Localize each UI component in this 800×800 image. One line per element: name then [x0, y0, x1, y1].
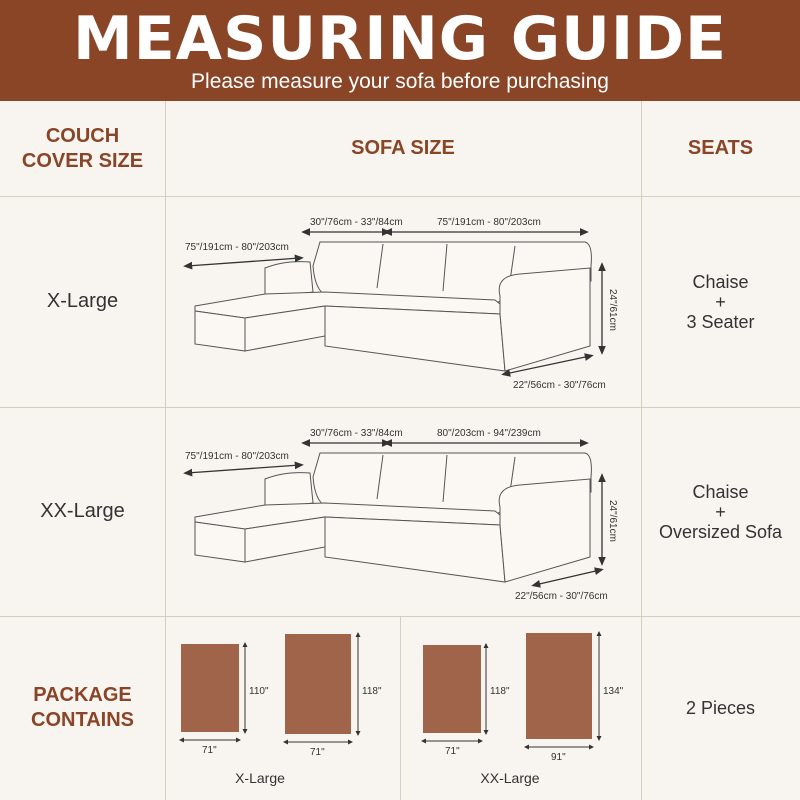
- dim-label-back-left: 30"/76cm - 33"/84cm: [310, 428, 403, 439]
- package-diagram: [165, 616, 641, 800]
- dim-label-chaise: 75"/191cm - 80"/203cm: [185, 242, 289, 253]
- size-label-x-large: X-Large: [46, 290, 119, 312]
- piece-width-label: 91": [551, 752, 566, 763]
- piece-swatch: [285, 634, 351, 734]
- header-seats: SEATS: [687, 137, 754, 159]
- seats-xx-large: Chaise + Oversized Sofa: [658, 481, 783, 542]
- size-label-xx-large: XX-Large: [40, 500, 125, 522]
- dim-arrow-depth: [535, 570, 600, 585]
- piece-height-label: 118": [490, 686, 510, 697]
- dim-arrow-chaise: [187, 465, 300, 473]
- group-label-x-large: X-Large: [235, 770, 285, 786]
- page-title: MEASURING GUIDE: [72, 4, 728, 74]
- dim-label-chaise: 75"/191cm - 80"/203cm: [185, 451, 289, 462]
- dim-label-height: 24"/61cm: [607, 289, 618, 331]
- piece-swatch: [181, 644, 239, 732]
- piece-width-label: 71": [445, 746, 460, 757]
- piece-width-label: 71": [310, 747, 325, 758]
- dim-label-back-right: 80"/203cm - 94"/239cm: [437, 428, 541, 439]
- header-banner: [0, 0, 800, 101]
- piece-height-label: 134": [603, 686, 624, 697]
- piece-height-label: 110": [249, 686, 269, 697]
- piece-height-label: 118": [362, 686, 382, 697]
- dim-label-height: 24"/61cm: [607, 500, 618, 542]
- header-cover-size: COUCH COVER SIZE: [21, 124, 144, 172]
- sofa-outline: [195, 453, 591, 582]
- piece-width-label: 71": [202, 745, 217, 756]
- seats-x-large: Chaise + 3 Seater: [686, 271, 755, 332]
- sofa-diagram-x-large: [165, 196, 641, 407]
- sofa-diagram-xx-large: [165, 407, 641, 616]
- piece-swatch: [526, 633, 592, 739]
- dim-label-depth: 22"/56cm - 30"/76cm: [515, 591, 608, 602]
- dim-label-back-right: 75"/191cm - 80"/203cm: [437, 217, 541, 228]
- dim-label-depth: 22"/56cm - 30"/76cm: [513, 380, 606, 391]
- page-subtitle: Please measure your sofa before purchasing: [191, 70, 609, 93]
- header-sofa-size: SOFA SIZE: [351, 137, 455, 159]
- package-label: PACKAGE CONTAINS: [31, 684, 134, 731]
- dim-label-back-left: 30"/76cm - 33"/84cm: [310, 217, 403, 228]
- group-label-xx-large: XX-Large: [480, 770, 540, 786]
- package-pieces: 2 Pieces: [685, 698, 756, 718]
- piece-swatch: [423, 645, 481, 733]
